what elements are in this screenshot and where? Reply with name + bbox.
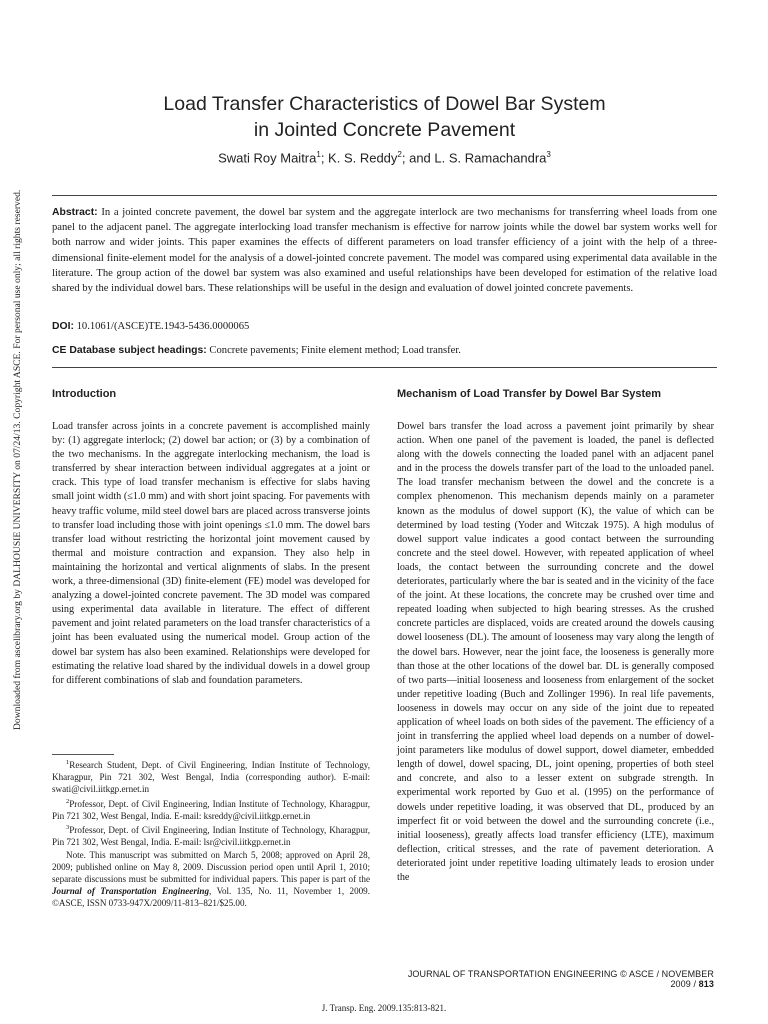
title-line-1: Load Transfer Characteristics of Dowel Bar System [163,93,606,115]
doi-line [52,321,249,332]
journal-name: Journal of Transportation Engineering [52,886,210,897]
introduction-body: Load transfer across joints in a concrete pavement is accomplished mainly by: (1) aggregate interlock; (2) dowel bar action; or (3) by a combination of the two mechanisms. In the aggregate interlocking mechanism, the load is transferred by shear interaction between individual aggregates at a joint or crack. This type of load transfer mechanism is effective for slabs having small joint width (≤1.0 mm) and with short joint spacing. For pavements with heavy traffic volume, mild steel dowel bars are placed across transverse joints to transfer load including those with joint openings ≤1.0 mm. The dowel bars transfer load without restricting the horizontal joint movement caused by thermal and moisture contraction and expansion. They also help in maintaining the horizontal and vertical alignments of slabs. In the present work, a three-dimensional (3D) finite-element (FE) model was developed for analyzing a dowel-jointed concrete pavement. The 3D model was compared using experimental data available in literature. The effect of different pavement and joint related parameters on the load transfer characteristics of a joint has been evaluated using the numerical model. Group action of the dowel bar system has also been examined. Relationships were developed for estimating the relative load shared by the individual dowels in a dowel group for different combinations of slab and foundation parameters. [52,421,370,686]
mechanism-heading: Mechanism of Load Transfer by Dowel Bar System [397,388,662,400]
download-notice-text: Downloaded from ascelibrary.org by DALHOUSIE UNIVERSITY on 07/24/13. Copyright ASCE. For personal use only; all rights reserved. [12,189,23,730]
subject-headings-label: CE Database subject headings: [52,345,207,356]
author-1: Swati Roy Maitra [218,150,317,166]
footnote-3-mark: 3 [66,824,70,832]
doi-value: 10.1061/(ASCE)TE.1943-5436.0000065 [76,321,250,332]
footnote-1 [52,757,370,796]
abstract-label: Abstract: [52,207,98,218]
author-3: L. S. Ramachandra [434,150,547,166]
author-separator-2: ; and [401,150,435,166]
footnote-2-mark: 2 [66,797,70,805]
download-notice-sidebar [0,189,23,730]
introduction-heading: Introduction [52,388,117,400]
footnote-3-text: Professor, Dept. of Civil Engineering, Indian Institute of Technology, Kharagpur, Pin 721 302, West Bengal, India. E-mail: lsr@civil.iitkgp.ernet.in [52,825,370,848]
footnote-rule [52,754,114,755]
journal-footer-text: JOURNAL OF TRANSPORTATION ENGINEERING © ASCE / NOVEMBER 2009 / [407,969,714,989]
submission-note-citation: , Vol. 135, No. 11, November 1, 2009. ©ASCE, ISSN 0733-947X/2009/11-813–821/$25.00. [52,886,370,909]
footnote-2 [52,796,370,822]
footnote-1-mark: 1 [66,759,70,766]
mechanism-body: Dowel bars transfer the load across a pavement joint primarily by shear action. When one panel of the pavement is loaded, the panel is deflected along with the dowels connecting the loaded panel with an adjacent panel and in the process the dowels transfer part of the load to the unloaded panel. The load transfer mechanism between the dowel and the concrete is a complex phenomenon. This mechanism depends mainly on a parameter known as the modulus of dowel support (K), the value of which can be determined by load testing (Yoder and Witczak 1975). A high modulus of dowel support value indicates a good contact between the surrounding concrete and the steel dowel. However, with repeated application of wheel loads, the contact between the surrounding concrete and the dowel deteriorates, particularly where the bar is seated and in the vicinity of the face of the joint. At these locations, the concrete may be crushed over time and repeated loading when subjected to high bearing stresses. As the crushed concrete particles are displaced, voids are created around the dowels causing dowel looseness (DL). The amount of looseness may vary along the length of the dowel bars. However, near the joint face, the looseness is generally more than those at the other locations of the dowel bar. DL is generally composed of two parts—initial looseness and looseness from enlargement of the socket under repetitive loading (Buch and Zollinger 1996). In real life pavements, looseness in dowels may occur on any side of the joint due to repeated application of wheel loads on both sides of the pavement. The efficiency of a joint in transferring the applied wheel load depends on a number of dowel-joint parameters like modulus of dowel support, dowel diameter, embedded length of dowel, dowel spacing, DL, joint opening, properties of both steel and concrete, and also to a lesser extent on subgrade strength. In experimental work reported by Guo et al. (1995) on the performance of dowels under repetitive loading, it was observed that DL, produced by an imperfect fit or void between the dowel and the surrounding concrete (i.e., initial looseness), greatly affects load transfer efficiency (LTE), maximum deflection, critical stresses, and the rate of pavement deterioration. A deteriorated joint under repetitive loading ultimately leads to erosion under the [397,421,714,883]
author-2-affiliation-mark: 2 [397,150,402,159]
header-rule-bottom [52,367,717,368]
title-line-2: in Jointed Concrete Pavement [253,119,516,141]
footnote-2-text: Professor, Dept. of Civil Engineering, Indian Institute of Technology, Kharagpur, Pin 721 302, West Bengal, India. E-mail: ksreddy@civil.iitkgp.ernet.in [52,798,370,821]
submission-note-text: Note. This manuscript was submitted on March 5, 2008; approved on April 28, 2009; published online on May 8, 2009. Discussion period open until April 1, 2010; separate discussions must be submitted for individual papers. This paper is part of the [52,849,370,884]
subject-headings-value: Concrete pavements; Finite element method; Load transfer. [209,345,461,356]
author-3-affiliation-mark: 3 [546,150,551,159]
paper-title [52,91,717,143]
journal-footer [397,969,714,989]
author-2: K. S. Reddy [328,150,398,166]
author-separator-1: ; [320,150,329,166]
author-list [52,150,717,165]
author-1-affiliation-mark: 1 [316,150,321,159]
abstract-text: In a jointed concrete pavement, the dowel bar system and the aggregate interlock are two mechanisms for transferring wheel loads from one panel to the adjacent panel. The aggregate interlocking load transfer mechanism is effective for narrow joints while the dowel bar system works well for both narrow and wider joints. This paper examines the effects of different parameters on load transfer efficiency of a joint with the help of a three-dimensional finite-element model for the analysis of a dowel-jointed concrete pavement. The model was compared using experimental data available in the literature. The group action of the dowel bar system was also examined and useful relationships have been developed for estimation of the relative load shared by the individual dowel bars. These relationships will be useful in the design and evaluation of dowel jointed concrete pavements. [52,207,717,295]
footnote-1-text: Research Student, Dept. of Civil Engineering, Indian Institute of Technology, Kharagpur, Pin 721 302, West Bengal, India (corresponding author). E-mail: swati@civil.iitkgp.ernet.in [52,760,370,795]
subject-headings [52,345,461,356]
page-number: 813 [698,979,714,989]
header-rule-top [52,195,717,196]
submission-note [52,849,370,910]
citation-footer: J. Transp. Eng. 2009.135:813-821. [321,1003,447,1013]
footnotes [52,757,370,910]
abstract [52,205,717,296]
footnote-3 [52,822,370,848]
doi-label: DOI: [52,321,74,332]
